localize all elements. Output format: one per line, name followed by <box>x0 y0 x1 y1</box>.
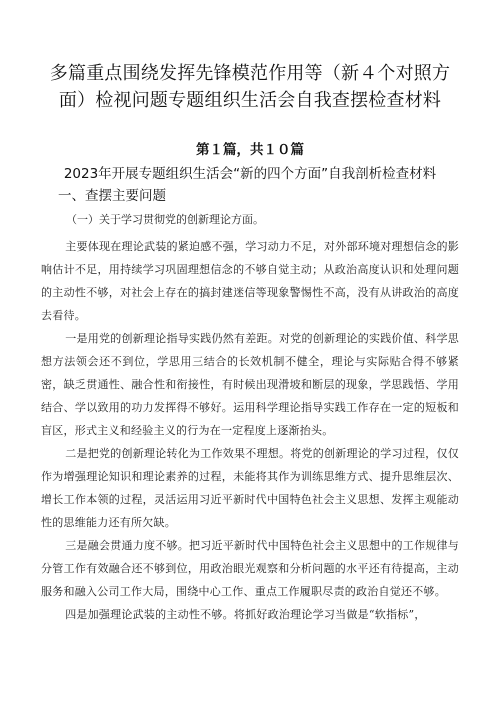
subsection-heading: （一）关于学习贯彻党的创新理论方面。 <box>66 213 264 226</box>
paragraph: 四是加强理论武装的主动性不够。将抓好政治理论学习当做是“软指标”， <box>65 608 426 621</box>
paragraph: 一是用党的创新理论指导实践仍然有差距。对党的创新理论的实践价值、科学思想方法领会还不到位，学思用三结合的长效机制不健全，理论与实际贴合得不够紧密，缺乏贯通性、融合性和衔接性，有时候出现滑坡和断层的现象，学思践悟、学用结合、学以致用的功力发挥得不够好。运用科学理论指导实践工作存在一定的短板和盲区，形式主义和经验主义的行为在一定程度上逐渐抬头。 <box>41 332 459 437</box>
document-subtitle: 2023年开展专题组织生活会“新的四个方面”自我剖析检查材料 <box>63 166 437 182</box>
body-text <box>41 235 459 626</box>
document-title: 多篇重点围绕发挥先锋模范作用等（新４个对照方面）检视问题专题组织生活会自我查摆检查材料 <box>49 63 451 111</box>
section-heading: 一、查摆主要问题 <box>58 188 166 204</box>
paragraph: 主要体现在理论武装的紧迫感不强，学习动力不足，对外部环境对理想信念的影响估计不足，用持续学习巩固理想信念的不够自觉主动；从政治高度认识和处理问题的主动性不够，对社会上存在的搞封建迷信等现象警惕性不高，没有从讲政治的高度去看待。 <box>41 240 459 322</box>
part-label: 第１篇，共１０篇 <box>196 142 304 158</box>
paragraph: 三是融会贯通力度不够。把习近平新时代中国特色社会主义思想中的工作规律与分管工作有效融合还不够到位，用政治眼光观察和分析问题的水平还有待提高，主动服务和融入公司工作大局，围绕中心工作、重点工作履职尽责的政治自觉还不够。 <box>41 539 459 598</box>
paragraph: 二是把党的创新理论转化为工作效果不理想。将党的创新理论的学习过程，仅仅作为增强理论知识和理论素养的过程，未能将其作为训练思维方式、提升思维层次、增长工作本领的过程，灵活运用习近平新时代中国特色社会主义思想、发挥主观能动性的思维能力还有所欠缺。 <box>41 447 459 529</box>
